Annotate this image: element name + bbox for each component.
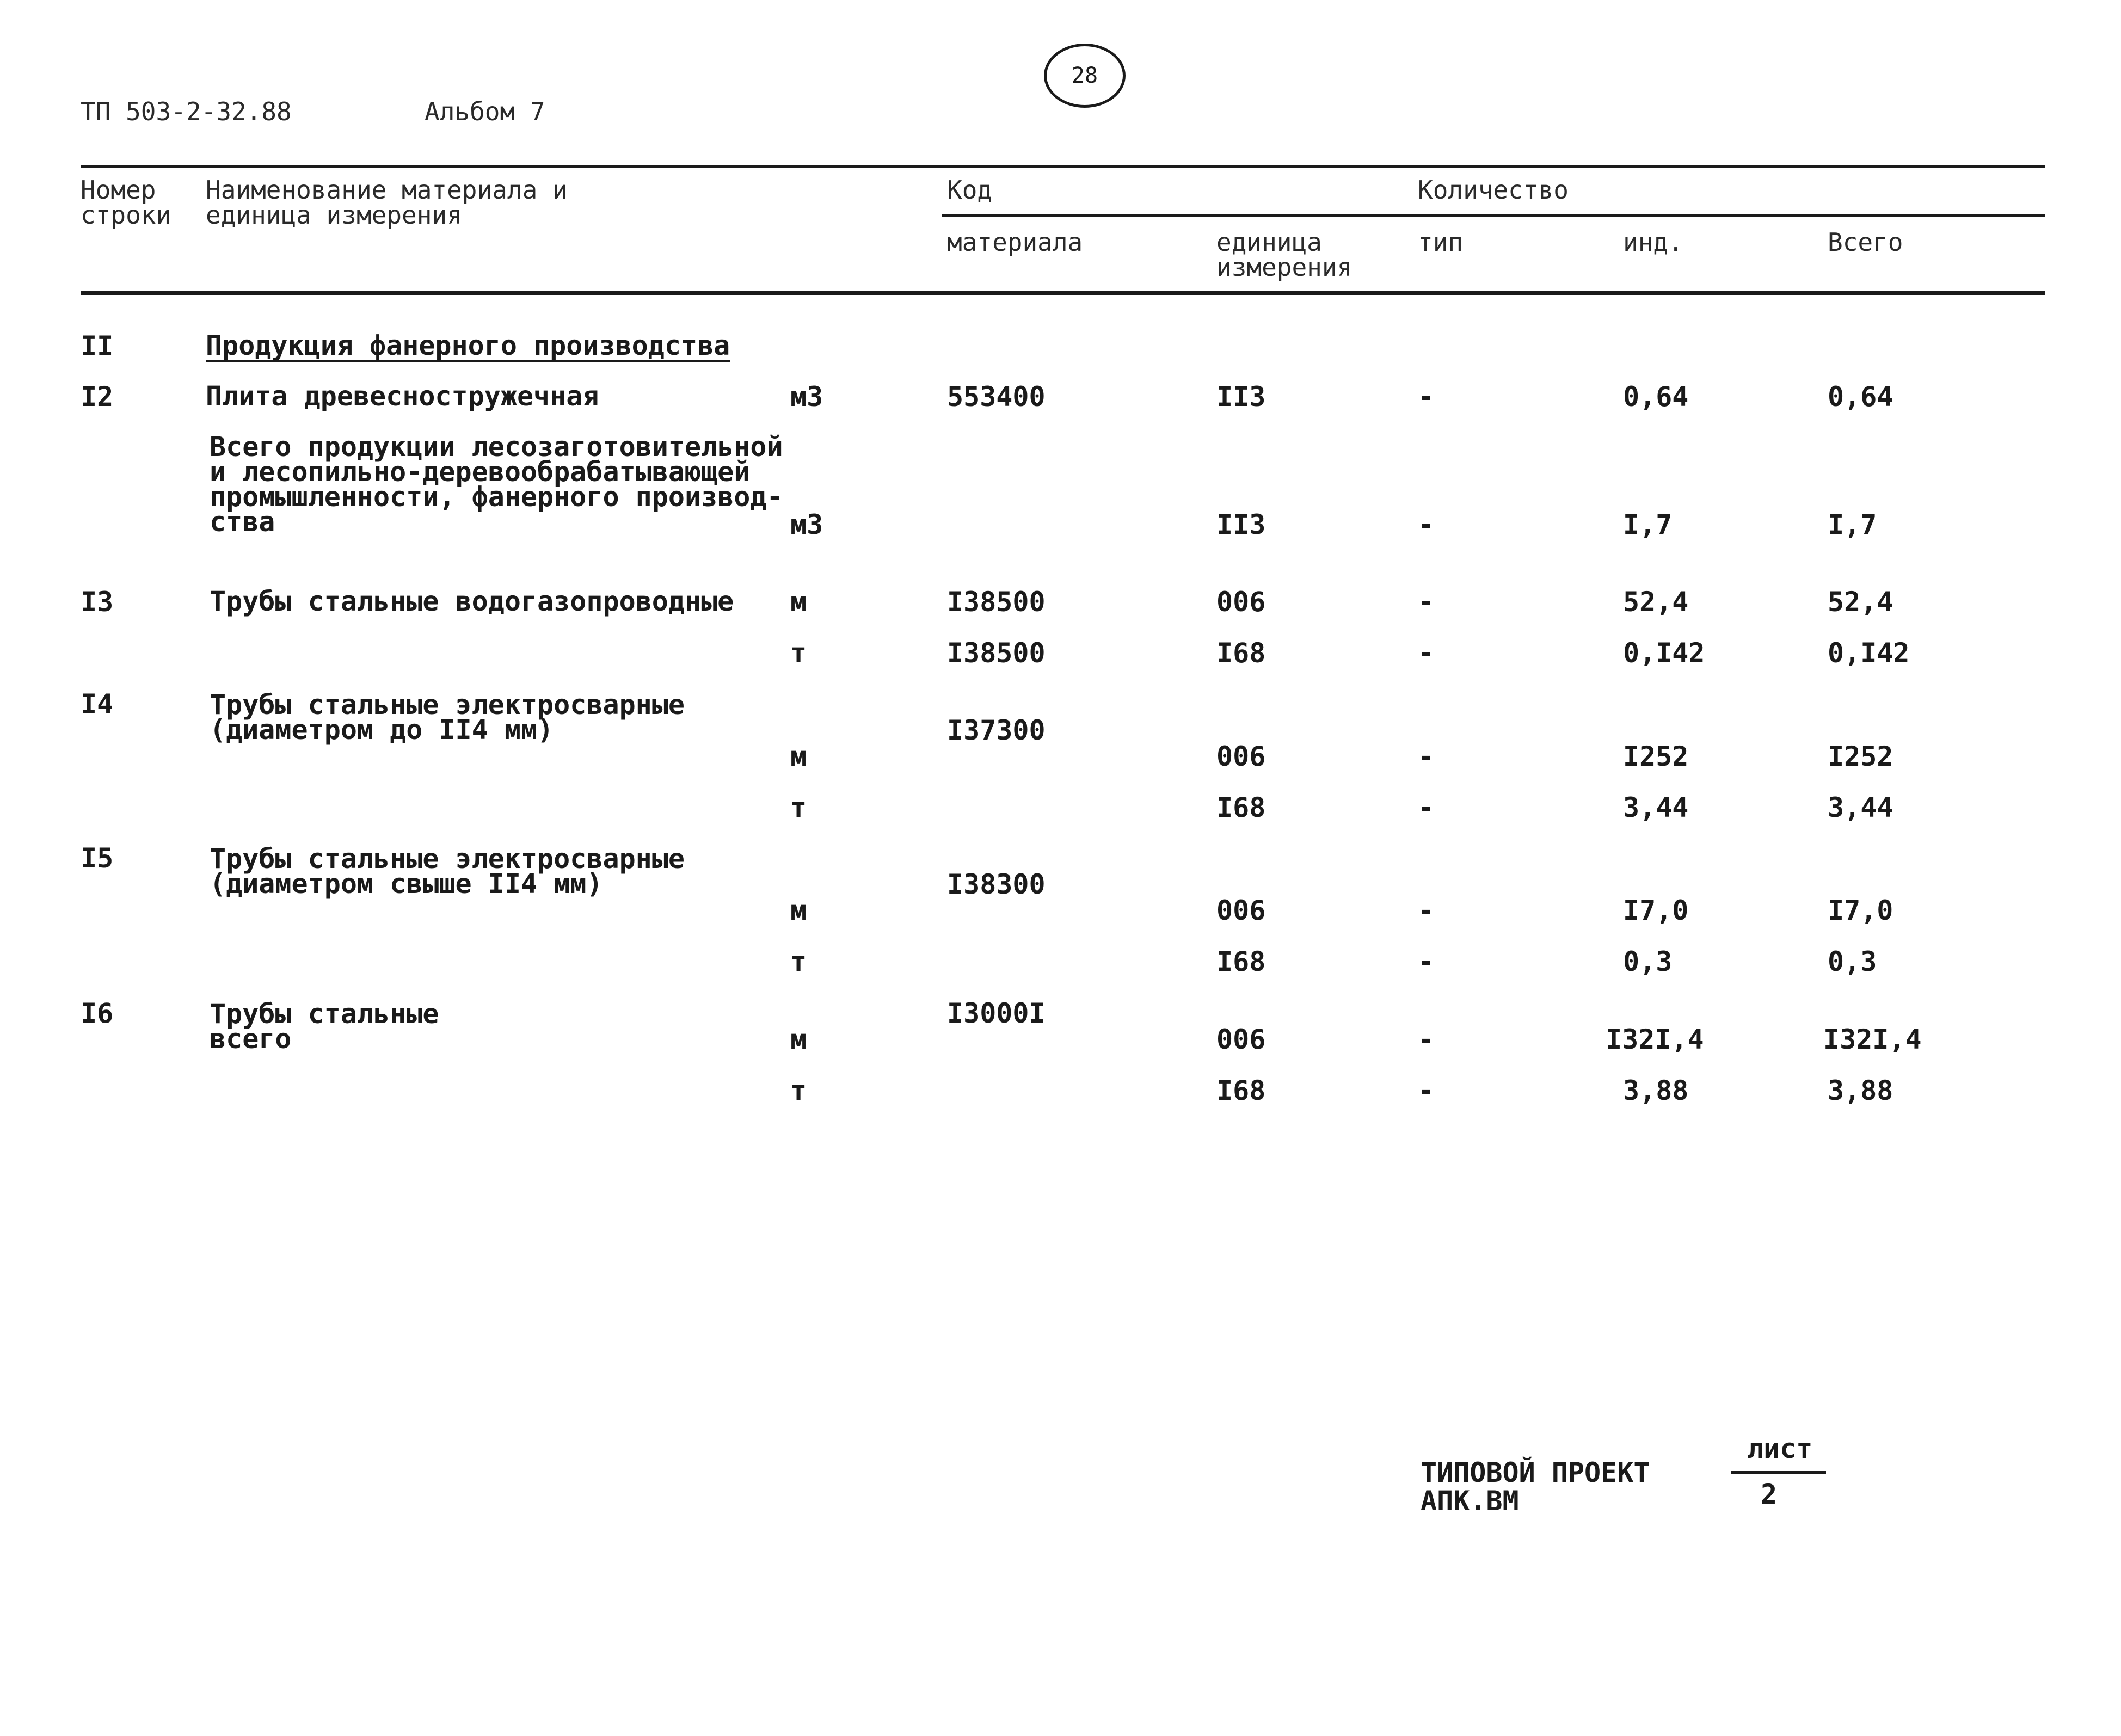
qty-typ: - — [1418, 1075, 1435, 1106]
qty-total: 0,64 — [1828, 381, 1893, 413]
unit: м3 — [790, 381, 823, 413]
row-number: I5 — [81, 842, 114, 874]
qty-typ: - — [1418, 741, 1435, 772]
unit-code: 006 — [1216, 741, 1266, 772]
table-top-rule — [81, 165, 2045, 168]
col-header-row-no: Номер строки — [81, 175, 171, 230]
row-number: I4 — [81, 688, 114, 720]
qty-ind: I,7 — [1623, 509, 1673, 540]
qty-typ: - — [1418, 586, 1435, 618]
header-mid-rule — [942, 214, 2045, 217]
material-name: Трубы стальные водогазопроводные — [210, 586, 734, 617]
qty-total: I7,0 — [1828, 895, 1893, 926]
col-header-code-unit: единица измерения — [1216, 227, 1352, 282]
col-header-code-material: материала — [947, 227, 1083, 257]
qty-typ: - — [1418, 895, 1435, 926]
unit: т — [790, 946, 807, 977]
album-label: Альбом 7 — [425, 97, 545, 126]
unit-code: II3 — [1216, 381, 1266, 413]
unit: т — [790, 1075, 807, 1106]
sheet-label: лист — [1747, 1433, 1813, 1464]
material-code: I38500 — [947, 637, 1046, 669]
unit-code: I68 — [1216, 637, 1266, 669]
qty-ind: I252 — [1623, 741, 1689, 772]
qty-ind: I7,0 — [1623, 895, 1689, 926]
unit: т — [790, 637, 807, 669]
qty-total: 52,4 — [1828, 586, 1893, 618]
material-name: Плита древесностружечная — [206, 380, 599, 412]
row-number: I2 — [81, 381, 114, 413]
qty-ind: 0,I42 — [1623, 637, 1705, 669]
qty-typ: - — [1418, 637, 1435, 669]
material-code: I37300 — [947, 715, 1046, 746]
qty-total: 3,88 — [1828, 1075, 1893, 1106]
row-number: I6 — [81, 998, 114, 1029]
material-code: I38500 — [947, 586, 1046, 618]
qty-total: 0,3 — [1828, 946, 1877, 977]
qty-total: 3,44 — [1828, 792, 1893, 823]
material-code: 553400 — [947, 381, 1046, 413]
sheet-fraction-rule — [1731, 1471, 1826, 1474]
col-header-qty-total: Всего — [1828, 227, 1903, 257]
unit: т — [790, 792, 807, 823]
qty-ind: 3,44 — [1623, 792, 1689, 823]
qty-typ: - — [1418, 1024, 1435, 1055]
unit-code: 006 — [1216, 1024, 1266, 1055]
unit-code: I68 — [1216, 1075, 1266, 1106]
qty-typ: - — [1418, 792, 1435, 823]
col-header-code: Код — [947, 175, 993, 205]
page-number-circle — [1044, 44, 1126, 108]
qty-total: 0,I42 — [1828, 637, 1910, 669]
unit-code: I68 — [1216, 792, 1266, 823]
unit: м3 — [790, 509, 823, 540]
unit-code: II3 — [1216, 509, 1266, 540]
material-name: Трубы стальные электросварные (диаметром до II4 мм) — [210, 689, 685, 746]
material-name: Трубы стальные всего — [210, 998, 439, 1055]
col-header-qty-typ: тип — [1418, 227, 1464, 257]
qty-typ: - — [1418, 946, 1435, 977]
qty-total: I252 — [1828, 741, 1893, 772]
sheet-number: 2 — [1761, 1479, 1778, 1510]
unit: м — [790, 586, 807, 618]
unit: м — [790, 895, 807, 926]
qty-total: I32I,4 — [1823, 1024, 1922, 1055]
qty-total: I,7 — [1828, 509, 1877, 540]
qty-ind: 0,64 — [1623, 381, 1689, 413]
project-stamp: ТИПОВОЙ ПРОЕКТ АПК.ВМ — [1421, 1457, 1650, 1517]
header-bottom-rule — [81, 291, 2045, 295]
row-number: II — [81, 330, 114, 362]
col-header-quantity: Количество — [1418, 175, 1569, 205]
row-number: I3 — [81, 586, 114, 618]
material-name: Всего продукции лесозаготовительной и лесопильно-деревообрабатывающей промышленности, фанерного производ- ства — [210, 431, 783, 538]
unit: м — [790, 741, 807, 772]
qty-ind: 3,88 — [1623, 1075, 1689, 1106]
unit-code: 006 — [1216, 586, 1266, 618]
doc-code: ТП 503-2-32.88 — [81, 97, 292, 126]
page-number: 28 — [1071, 63, 1098, 88]
material-code: I38300 — [947, 869, 1046, 900]
qty-ind: 0,3 — [1623, 946, 1673, 977]
material-name: Трубы стальные электросварные (диаметром свыше II4 мм) — [210, 843, 685, 900]
qty-ind: 52,4 — [1623, 586, 1689, 618]
material-code: I3000I — [947, 998, 1046, 1029]
qty-typ: - — [1418, 509, 1435, 540]
section-title: Продукция фанерного производства — [206, 330, 730, 361]
unit: м — [790, 1024, 807, 1055]
col-header-name: Наименование материала и единица измерения — [206, 175, 568, 230]
qty-ind: I32I,4 — [1606, 1024, 1704, 1055]
qty-typ: - — [1418, 381, 1435, 413]
unit-code: I68 — [1216, 946, 1266, 977]
unit-code: 006 — [1216, 895, 1266, 926]
col-header-qty-ind: инд. — [1623, 227, 1683, 257]
